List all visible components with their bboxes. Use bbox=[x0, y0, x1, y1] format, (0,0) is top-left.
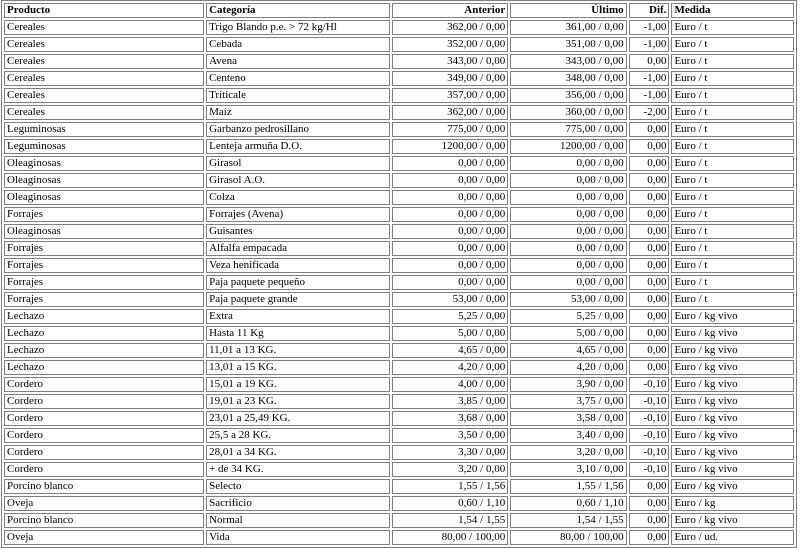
table-row bbox=[4, 394, 794, 409]
cell-ultimo: 348,00 / 0,00 bbox=[510, 71, 626, 86]
cell-anterior: 4,20 / 0,00 bbox=[392, 360, 508, 375]
cell-medida: Euro / t bbox=[671, 20, 794, 35]
table-row bbox=[4, 462, 794, 477]
cell-producto: Cereales bbox=[4, 37, 204, 52]
cell-ultimo: 0,00 / 0,00 bbox=[510, 241, 626, 256]
cell-anterior: 1,55 / 1,56 bbox=[392, 479, 508, 494]
cell-medida: Euro / kg vivo bbox=[671, 377, 794, 392]
cell-ultimo: 0,00 / 0,00 bbox=[510, 190, 626, 205]
cell-dif: 0,00 bbox=[629, 224, 670, 239]
cell-anterior: 0,00 / 0,00 bbox=[392, 258, 508, 273]
cell-categoria: Avena bbox=[206, 54, 390, 69]
cell-dif: -2,00 bbox=[629, 105, 670, 120]
cell-anterior: 343,00 / 0,00 bbox=[392, 54, 508, 69]
cell-categoria: Alfalfa empacada bbox=[206, 241, 390, 256]
table-row bbox=[4, 513, 794, 528]
cell-anterior: 0,00 / 0,00 bbox=[392, 207, 508, 222]
cell-anterior: 0,00 / 0,00 bbox=[392, 156, 508, 171]
header-anterior: Anterior bbox=[392, 3, 508, 18]
table-row bbox=[4, 343, 794, 358]
cell-anterior: 0,00 / 0,00 bbox=[392, 173, 508, 188]
cell-medida: Euro / kg vivo bbox=[671, 309, 794, 324]
cell-producto: Cereales bbox=[4, 105, 204, 120]
cell-categoria: Forrajes (Avena) bbox=[206, 207, 390, 222]
cell-categoria: Sacrificio bbox=[206, 496, 390, 511]
cell-anterior: 53,00 / 0,00 bbox=[392, 292, 508, 307]
cell-categoria: Centeno bbox=[206, 71, 390, 86]
cell-dif: 0,00 bbox=[629, 156, 670, 171]
cell-medida: Euro / t bbox=[671, 275, 794, 290]
cell-ultimo: 360,00 / 0,00 bbox=[510, 105, 626, 120]
cell-dif: 0,00 bbox=[629, 241, 670, 256]
cell-ultimo: 53,00 / 0,00 bbox=[510, 292, 626, 307]
cell-medida: Euro / kg vivo bbox=[671, 479, 794, 494]
cell-producto: Forrajes bbox=[4, 292, 204, 307]
cell-dif: 0,00 bbox=[629, 343, 670, 358]
cell-categoria: Paja paquete grande bbox=[206, 292, 390, 307]
cell-dif: 0,00 bbox=[629, 530, 670, 545]
table-row bbox=[4, 207, 794, 222]
table-row bbox=[4, 360, 794, 375]
cell-anterior: 352,00 / 0,00 bbox=[392, 37, 508, 52]
cell-ultimo: 3,58 / 0,00 bbox=[510, 411, 626, 426]
table-row bbox=[4, 428, 794, 443]
cell-producto: Lechazo bbox=[4, 360, 204, 375]
cell-medida: Euro / t bbox=[671, 37, 794, 52]
cell-medida: Euro / t bbox=[671, 105, 794, 120]
header-medida: Medida bbox=[671, 3, 794, 18]
cell-anterior: 3,50 / 0,00 bbox=[392, 428, 508, 443]
cell-anterior: 0,00 / 0,00 bbox=[392, 224, 508, 239]
cell-medida: Euro / kg vivo bbox=[671, 394, 794, 409]
cell-anterior: 5,00 / 0,00 bbox=[392, 326, 508, 341]
cell-dif: -0,10 bbox=[629, 428, 670, 443]
cell-ultimo: 0,00 / 0,00 bbox=[510, 224, 626, 239]
cell-ultimo: 361,00 / 0,00 bbox=[510, 20, 626, 35]
table-row bbox=[4, 309, 794, 324]
cell-dif: -0,10 bbox=[629, 411, 670, 426]
table-row bbox=[4, 275, 794, 290]
cell-producto: Lechazo bbox=[4, 326, 204, 341]
cell-medida: Euro / t bbox=[671, 241, 794, 256]
cell-categoria: 15,01 a 19 KG. bbox=[206, 377, 390, 392]
cell-producto: Forrajes bbox=[4, 258, 204, 273]
cell-medida: Euro / kg vivo bbox=[671, 445, 794, 460]
cell-producto: Oveja bbox=[4, 530, 204, 545]
table-row bbox=[4, 122, 794, 137]
cell-medida: Euro / t bbox=[671, 122, 794, 137]
cell-medida: Euro / kg vivo bbox=[671, 462, 794, 477]
cell-anterior: 3,20 / 0,00 bbox=[392, 462, 508, 477]
cell-categoria: Hasta 11 Kg bbox=[206, 326, 390, 341]
cell-anterior: 3,85 / 0,00 bbox=[392, 394, 508, 409]
header-row bbox=[4, 3, 794, 18]
cell-dif: 0,00 bbox=[629, 139, 670, 154]
header-ultimo: Último bbox=[510, 3, 626, 18]
cell-producto: Cordero bbox=[4, 394, 204, 409]
cell-anterior: 3,30 / 0,00 bbox=[392, 445, 508, 460]
cell-anterior: 4,65 / 0,00 bbox=[392, 343, 508, 358]
cell-ultimo: 0,60 / 1,10 bbox=[510, 496, 626, 511]
cell-producto: Porcino blanco bbox=[4, 513, 204, 528]
cell-producto: Porcino blanco bbox=[4, 479, 204, 494]
cell-dif: -1,00 bbox=[629, 71, 670, 86]
cell-ultimo: 3,90 / 0,00 bbox=[510, 377, 626, 392]
cell-categoria: Normal bbox=[206, 513, 390, 528]
cell-medida: Euro / t bbox=[671, 88, 794, 103]
cell-producto: Cordero bbox=[4, 445, 204, 460]
table-row bbox=[4, 71, 794, 86]
cell-anterior: 3,68 / 0,00 bbox=[392, 411, 508, 426]
cell-categoria: Selecto bbox=[206, 479, 390, 494]
cell-categoria: 13,01 a 15 KG. bbox=[206, 360, 390, 375]
cell-dif: -0,10 bbox=[629, 394, 670, 409]
table-row bbox=[4, 258, 794, 273]
cell-producto: Oleaginosas bbox=[4, 190, 204, 205]
cell-producto: Cordero bbox=[4, 411, 204, 426]
table-row bbox=[4, 326, 794, 341]
cell-dif: 0,00 bbox=[629, 292, 670, 307]
cell-medida: Euro / t bbox=[671, 258, 794, 273]
cell-producto: Cereales bbox=[4, 54, 204, 69]
table-row bbox=[4, 156, 794, 171]
header-categoria: Categoría bbox=[206, 3, 390, 18]
cell-categoria: 11,01 a 13 KG. bbox=[206, 343, 390, 358]
cell-dif: 0,00 bbox=[629, 513, 670, 528]
cell-categoria: + de 34 KG. bbox=[206, 462, 390, 477]
cell-ultimo: 351,00 / 0,00 bbox=[510, 37, 626, 52]
cell-dif: -0,10 bbox=[629, 462, 670, 477]
table-row bbox=[4, 411, 794, 426]
cell-ultimo: 1,54 / 1,55 bbox=[510, 513, 626, 528]
cell-medida: Euro / kg vivo bbox=[671, 411, 794, 426]
cell-ultimo: 1,55 / 1,56 bbox=[510, 479, 626, 494]
cell-anterior: 5,25 / 0,00 bbox=[392, 309, 508, 324]
cell-producto: Oleaginosas bbox=[4, 224, 204, 239]
cell-ultimo: 0,00 / 0,00 bbox=[510, 173, 626, 188]
table-row bbox=[4, 37, 794, 52]
table-row bbox=[4, 190, 794, 205]
cell-anterior: 357,00 / 0,00 bbox=[392, 88, 508, 103]
cell-anterior: 362,00 / 0,00 bbox=[392, 105, 508, 120]
cell-ultimo: 4,65 / 0,00 bbox=[510, 343, 626, 358]
cell-anterior: 349,00 / 0,00 bbox=[392, 71, 508, 86]
cell-dif: 0,00 bbox=[629, 360, 670, 375]
cell-dif: -1,00 bbox=[629, 37, 670, 52]
table-row bbox=[4, 105, 794, 120]
table-row bbox=[4, 224, 794, 239]
cell-producto: Leguminosas bbox=[4, 122, 204, 137]
cell-dif: 0,00 bbox=[629, 173, 670, 188]
cell-categoria: Paja paquete pequeño bbox=[206, 275, 390, 290]
cell-producto: Forrajes bbox=[4, 207, 204, 222]
cell-dif: -1,00 bbox=[629, 20, 670, 35]
table-row bbox=[4, 20, 794, 35]
cell-categoria: Trigo Blando p.e. > 72 kg/Hl bbox=[206, 20, 390, 35]
cell-dif: 0,00 bbox=[629, 309, 670, 324]
cell-ultimo: 3,10 / 0,00 bbox=[510, 462, 626, 477]
cell-medida: Euro / ud. bbox=[671, 530, 794, 545]
cell-ultimo: 356,00 / 0,00 bbox=[510, 88, 626, 103]
cell-categoria: Guisantes bbox=[206, 224, 390, 239]
cell-medida: Euro / kg vivo bbox=[671, 326, 794, 341]
cell-producto: Oveja bbox=[4, 496, 204, 511]
cell-medida: Euro / kg vivo bbox=[671, 360, 794, 375]
cell-dif: 0,00 bbox=[629, 275, 670, 290]
cell-categoria: 28,01 a 34 KG. bbox=[206, 445, 390, 460]
cell-medida: Euro / t bbox=[671, 224, 794, 239]
cell-dif: 0,00 bbox=[629, 122, 670, 137]
table-row bbox=[4, 292, 794, 307]
cell-ultimo: 0,00 / 0,00 bbox=[510, 207, 626, 222]
cell-ultimo: 0,00 / 0,00 bbox=[510, 258, 626, 273]
cell-medida: Euro / kg vivo bbox=[671, 513, 794, 528]
cell-anterior: 0,00 / 0,00 bbox=[392, 190, 508, 205]
cell-ultimo: 3,75 / 0,00 bbox=[510, 394, 626, 409]
cell-ultimo: 3,20 / 0,00 bbox=[510, 445, 626, 460]
cell-dif: -0,10 bbox=[629, 377, 670, 392]
cell-categoria: Lenteja armuña D.O. bbox=[206, 139, 390, 154]
cell-producto: Forrajes bbox=[4, 275, 204, 290]
cell-medida: Euro / t bbox=[671, 207, 794, 222]
cell-categoria: Garbanzo pedrosillano bbox=[206, 122, 390, 137]
table-row bbox=[4, 54, 794, 69]
cell-ultimo: 0,00 / 0,00 bbox=[510, 156, 626, 171]
cell-producto: Forrajes bbox=[4, 241, 204, 256]
cell-categoria: Girasol A.O. bbox=[206, 173, 390, 188]
table-row bbox=[4, 241, 794, 256]
table-row bbox=[4, 377, 794, 392]
cell-medida: Euro / t bbox=[671, 173, 794, 188]
cell-categoria: Extra bbox=[206, 309, 390, 324]
table-row bbox=[4, 445, 794, 460]
cell-producto: Lechazo bbox=[4, 309, 204, 324]
cell-categoria: 19,01 a 23 KG. bbox=[206, 394, 390, 409]
cell-producto: Oleaginosas bbox=[4, 173, 204, 188]
table-row bbox=[4, 88, 794, 103]
cell-dif: 0,00 bbox=[629, 190, 670, 205]
cell-dif: 0,00 bbox=[629, 479, 670, 494]
cell-ultimo: 775,00 / 0,00 bbox=[510, 122, 626, 137]
cell-medida: Euro / t bbox=[671, 292, 794, 307]
cell-dif: -1,00 bbox=[629, 88, 670, 103]
cell-dif: 0,00 bbox=[629, 496, 670, 511]
cell-categoria: Maíz bbox=[206, 105, 390, 120]
cell-anterior: 4,00 / 0,00 bbox=[392, 377, 508, 392]
cell-dif: 0,00 bbox=[629, 54, 670, 69]
cell-producto: Oleaginosas bbox=[4, 156, 204, 171]
cell-medida: Euro / kg vivo bbox=[671, 428, 794, 443]
cell-producto: Lechazo bbox=[4, 343, 204, 358]
cell-categoria: Cebada bbox=[206, 37, 390, 52]
cell-producto: Cereales bbox=[4, 88, 204, 103]
cell-medida: Euro / t bbox=[671, 54, 794, 69]
cell-anterior: 1,54 / 1,55 bbox=[392, 513, 508, 528]
cell-ultimo: 5,25 / 0,00 bbox=[510, 309, 626, 324]
cell-categoria: Triticale bbox=[206, 88, 390, 103]
cell-anterior: 362,00 / 0,00 bbox=[392, 20, 508, 35]
cell-producto: Cereales bbox=[4, 20, 204, 35]
cell-anterior: 80,00 / 100,00 bbox=[392, 530, 508, 545]
cell-ultimo: 343,00 / 0,00 bbox=[510, 54, 626, 69]
cell-anterior: 775,00 / 0,00 bbox=[392, 122, 508, 137]
table-body bbox=[4, 20, 794, 545]
cell-medida: Euro / t bbox=[671, 156, 794, 171]
cell-producto: Cereales bbox=[4, 71, 204, 86]
cell-producto: Leguminosas bbox=[4, 139, 204, 154]
header-dif: Dif. bbox=[629, 3, 670, 18]
cell-anterior: 1200,00 / 0,00 bbox=[392, 139, 508, 154]
cell-producto: Cordero bbox=[4, 377, 204, 392]
cell-categoria: Veza henificada bbox=[206, 258, 390, 273]
table-row bbox=[4, 496, 794, 511]
cell-medida: Euro / t bbox=[671, 190, 794, 205]
cell-medida: Euro / t bbox=[671, 71, 794, 86]
cell-ultimo: 0,00 / 0,00 bbox=[510, 275, 626, 290]
cell-dif: -0,10 bbox=[629, 445, 670, 460]
price-table bbox=[1, 0, 797, 548]
cell-categoria: Vida bbox=[206, 530, 390, 545]
cell-ultimo: 4,20 / 0,00 bbox=[510, 360, 626, 375]
cell-producto: Cordero bbox=[4, 428, 204, 443]
table-row bbox=[4, 479, 794, 494]
cell-producto: Cordero bbox=[4, 462, 204, 477]
cell-categoria: 25,5 a 28 KG. bbox=[206, 428, 390, 443]
cell-ultimo: 3,40 / 0,00 bbox=[510, 428, 626, 443]
table-row bbox=[4, 173, 794, 188]
cell-categoria: 23,01 a 25,49 KG. bbox=[206, 411, 390, 426]
cell-dif: 0,00 bbox=[629, 207, 670, 222]
cell-medida: Euro / kg bbox=[671, 496, 794, 511]
cell-anterior: 0,00 / 0,00 bbox=[392, 241, 508, 256]
cell-medida: Euro / t bbox=[671, 139, 794, 154]
cell-ultimo: 5,00 / 0,00 bbox=[510, 326, 626, 341]
cell-dif: 0,00 bbox=[629, 326, 670, 341]
cell-anterior: 0,00 / 0,00 bbox=[392, 275, 508, 290]
cell-categoria: Girasol bbox=[206, 156, 390, 171]
table-row bbox=[4, 530, 794, 545]
cell-medida: Euro / kg vivo bbox=[671, 343, 794, 358]
cell-dif: 0,00 bbox=[629, 258, 670, 273]
cell-categoria: Colza bbox=[206, 190, 390, 205]
header-producto: Producto bbox=[4, 3, 204, 18]
cell-ultimo: 80,00 / 100,00 bbox=[510, 530, 626, 545]
cell-ultimo: 1200,00 / 0,00 bbox=[510, 139, 626, 154]
cell-anterior: 0,60 / 1,10 bbox=[392, 496, 508, 511]
table-row bbox=[4, 139, 794, 154]
